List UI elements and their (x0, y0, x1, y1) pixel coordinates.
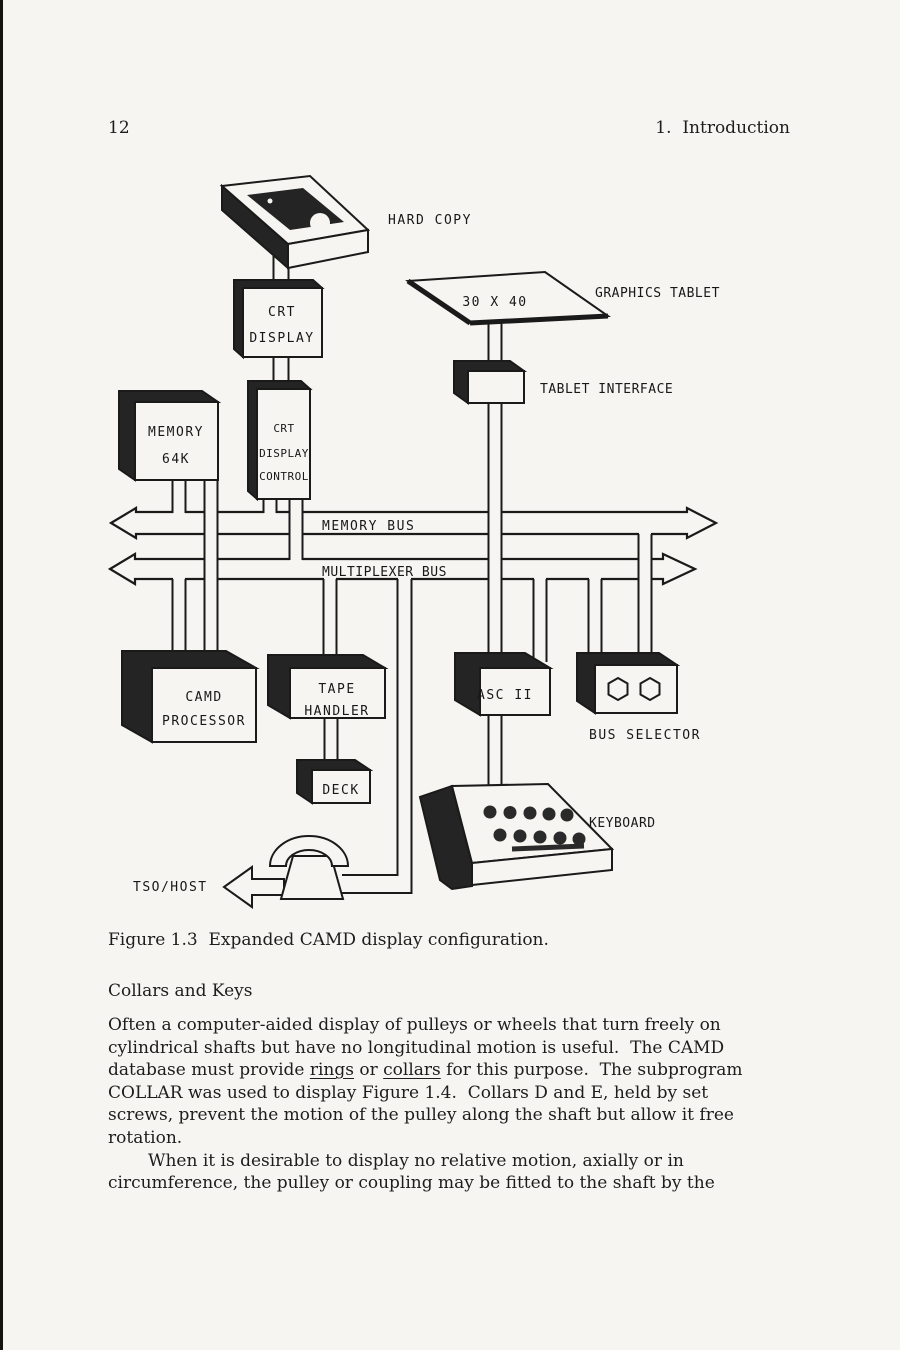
paragraph-line: cylindrical shafts but have no longitudinal motion is useful. The CAMD (108, 1037, 725, 1058)
paragraph-line: rotation. (108, 1127, 183, 1148)
paragraph-line: Often a computer-aided display of pulleys or wheels that turn freely on (108, 1015, 721, 1035)
tso-arrow (224, 867, 284, 907)
tape-label-2: HANDLER (304, 704, 370, 719)
bus-selector-label: BUS SELECTOR (589, 728, 701, 743)
keyboard-spacebar (512, 846, 584, 849)
link-busselector-muxbus (589, 577, 602, 656)
tape-label-1: TAPE (318, 682, 356, 697)
tablet-interface-label: TABLET INTERFACE (540, 382, 674, 397)
chapter-header: 1. Introduction (655, 118, 790, 138)
paragraph-line: circumference, the pulley or coupling may be fitted to the shaft by the (108, 1173, 715, 1194)
tso-host-phone (224, 836, 348, 907)
memory-label-1: MEMORY (148, 425, 204, 440)
link-camd-muxbus (173, 577, 186, 658)
underlined-term-collars: collars (383, 1060, 441, 1081)
link-busselector-membus (639, 530, 652, 656)
memory-label-2: 64K (162, 452, 190, 467)
asc-ii-box (455, 653, 550, 715)
text-segment: database must provide (108, 1060, 310, 1081)
bus-selector-box (577, 653, 677, 713)
memory-box (119, 391, 218, 480)
paragraph-line: screws, prevent the motion of the pulley along the shaft but allow it free (108, 1105, 734, 1126)
selector-knob-right (641, 678, 660, 700)
crt-display-control-box (248, 381, 310, 499)
underlined-term-rings: rings (309, 1060, 354, 1081)
graphics-tablet-label: GRAPHICS TABLET (595, 286, 720, 301)
link-tape-muxbus (324, 577, 337, 658)
text-segment: or (353, 1060, 384, 1081)
body-text (108, 1014, 808, 1195)
tso-host-label: TSO/HOST (133, 880, 208, 895)
crt-display-box (234, 280, 322, 357)
tablet-interface-box (454, 361, 524, 403)
hard-copy-label: HARD COPY (388, 213, 472, 228)
asc-ii-label: ASC II (477, 688, 533, 703)
crtdc-label-1: CRT (273, 422, 295, 435)
deck-label: DECK (322, 783, 360, 798)
camd-label-1: CAMD (185, 690, 223, 705)
paragraph-line: COLLAR was used to display Figure 1.4. Collars D and E, held by set (108, 1082, 709, 1103)
crt-display-label-1: CRT (268, 305, 296, 320)
link-asc-keyboard (489, 712, 502, 792)
camd-processor-box (122, 651, 256, 742)
camd-label-2: PROCESSOR (162, 714, 246, 729)
section-heading: Collars and Keys (108, 981, 253, 1001)
keyboard-label: KEYBOARD (589, 816, 656, 831)
crt-display-label-2: DISPLAY (249, 331, 315, 346)
crtdc-label-3: CONTROL (259, 470, 309, 483)
link-camd-memory (205, 478, 218, 658)
text-segment: for this purpose. The subprogram (440, 1060, 743, 1081)
hard-copy-unit (222, 176, 368, 268)
memory-bus-label: MEMORY BUS (322, 519, 416, 534)
paragraph-line: When it is desirable to display no relative motion, axially or in (148, 1150, 684, 1171)
page-number: 12 (108, 118, 130, 138)
link-muxbus-asc (534, 577, 547, 662)
link-muxbus-tsohost (342, 577, 412, 893)
tape-handler-box (268, 655, 385, 719)
deck-box (297, 760, 370, 803)
figure-caption: Figure 1.3 Expanded CAMD display configuration. (108, 930, 549, 950)
link-memory-membus (173, 476, 186, 517)
paragraph-line (108, 1059, 808, 1082)
multiplexer-bus-label: MULTIPLEXER BUS (322, 565, 447, 580)
link-interface-asc (489, 402, 502, 660)
selector-knob-left (609, 678, 628, 700)
link-crtdc-muxbus (290, 496, 303, 563)
tablet-size-label: 30 X 40 (462, 295, 528, 310)
keyboard-unit (420, 784, 612, 889)
link-tape-deck (325, 715, 338, 765)
crtdc-label-2: DISPLAY (259, 447, 309, 460)
